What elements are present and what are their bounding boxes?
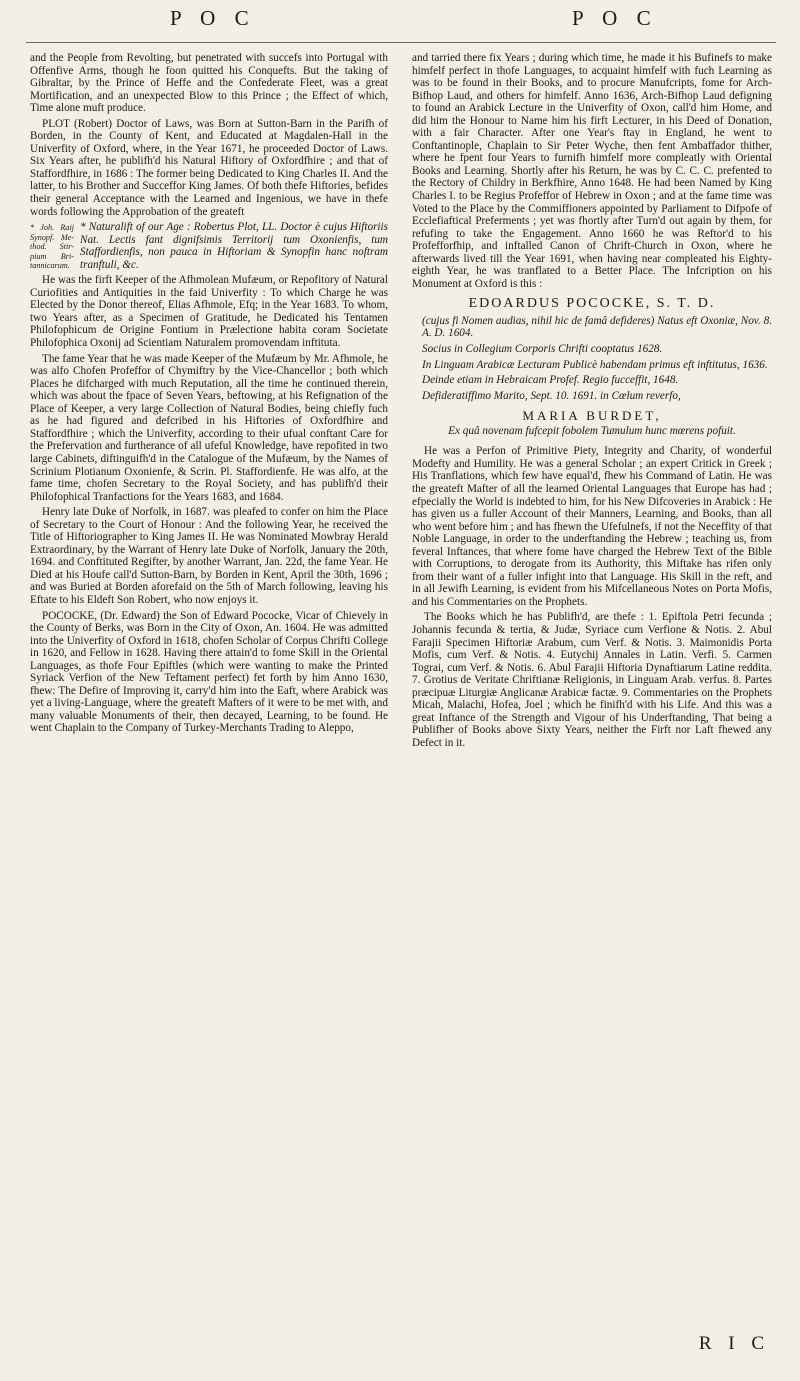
inscription-name: MARIA BURDET, xyxy=(522,408,662,424)
paragraph: He was the firft Keeper of the Afhmolean Mufæum, or Repofitory of Natural Curiofities and Antiquities in the faid Univerfity : To which Charge he was Elected by the Donor thereof, Elias Afhmole, Efq; in the Year 1683. To whom, two Years after, as a Specimen of Gratitude, he Dedicated his Tentamen Philofophicum de Origine Fontium in Prælectione habita coram Societate Philofophica Oxonij ad Scientiam Naturalem promovendam inftituta. xyxy=(30,274,388,350)
paragraph: He was a Perfon of Primitive Piety, Integrity and Charity, of wonderful Modefty and Humility. He was a general Scholar ; an expert Critick in Greek ; His Tranflations, which few have equal'd, fhew his Command of Latin. He was the greateft Mafter of all the learned Oriental Languages that Europe has had ; efpecially the World is indebted to him, for his New Difcoveries in Arabick : He has given us a fuller Account of their Manners, Learning, and Books, than all who went before him ; and has fhewn the Ufefulnefs, if not the Neceffity of that Noble Language, in order to the underftanding the Hebrew ; teaching us, from feveral Inftances, that where fome have charged the Hebrew Text of the Bible with Corruptions, to derogate from its Authority, this Miftake has rifen only from their want of a fuller infight into that Language. His Skill in the reft, and in all Jewifh Learning, is evident from his Mifcellaneous Notes on Porta Mofis, and his Commentaries on the Prophets. xyxy=(412,445,772,608)
paragraph: PLOT (Robert) Doctor of Laws, was Born at Sutton-Barn in the Parifh of Borden, in the County of Kent, and Educated at Magdalen-Hall in the Univerfity of Oxford, where, in the Year 1671, he proceeded Doctor of Laws. Six Years after, he publifh'd his Natural Hiftory of Oxfordfhire ; and that of Staffordfhire, in 1686 : The former being Dedicated to King Charles II. And the latter, to his Brother and Succeffor King James. Of both thefe Hiftories, befides their general Acceptance with the Learned and Ingenious, we have in thefe words following the Approbation of the greateft xyxy=(30,117,388,218)
paragraph: POCOCKE, (Dr. Edward) the Son of Edward Pococke, Vicar of Chievely in the County of Berks, was Born in the City of Oxon, An. 1604. He was admitted into the Univerfity of Oxford in 1618, chofen Scholar of Corpus Chrifti College in 1620, and Fellow in 1628. Having there attain'd to fome Skill in the Oriental Languages, as thofe Four Epiftles (which were wanting to make the Printed Syriack Verfion of the New Teftament perfect) fet forth by him Anno 1630, fhew: The Defire of Improving it, carry'd him into the Eaft, where Arabick was yet a living-Language, where the greateft Mafters of it were to be met with, and many valuable Monuments of their, then decayed, Learning, to be found. He went Chaplain to the Company of Turkey-Merchants Trading to Aleppo, xyxy=(30,609,388,735)
paragraph: Henry late Duke of Norfolk, in 1687. was pleafed to confer on him the Place of Secretary to the Court of Honour : And the following Year, he received the Title of Hiftoriographer to King James II. He was Nominated Mowbray Herald Extraordinary, by the Warrant of Henry late Duke of Norfolk, January the 20th, 1694. and Conftituted Regifter, by another Warrant, Jan. 22d, the fame Year. He Died at his Houfe call'd Sutton-Barn, by Borden in Kent, April the 30th, 1696 ; and was Buried at Borden aforefaid on the 5th of March following, leaving his Eftate to his Eldeft Son Robert, who now enjoys it. xyxy=(30,506,388,606)
inscription-line: In Linguam Arabicæ Lecturam Publicè habendam primus eft inftitutus, 1636. xyxy=(422,358,768,371)
running-head xyxy=(0,6,800,44)
margin-note: * Joh. Raij Synopf. Me-thod. Stir-pium Bri-tannicarum. xyxy=(30,223,74,271)
paragraph: and tarried there fix Years ; during which time, he made it his Bufinefs to make himfelf perfect in thofe Languages, to acquaint himfelf with fuch Learning as was to be found in their Books, and to procure Manufcripts, fome for Arch-Bifhop Laud, and others for himfelf. Anno 1636, Arch-Bifhop Laud defigning to found an Arabick Lecture in the Univerfity of Oxon, call'd him Home, and did him the Honour to Name him his firft Lecturer, in his Deed of Donation, with a fair Character. After one Year's ftay in England, he went to Conftantinople, Chaplain to Sir Peter Wyche, then fent Ambaffador thither, where he fpent four Years to furnifh himfelf more compleatly with Oriental Books and Learning. Shortly after his Return, he was by C. C. C. prefented to the Rectory of Childry in Berkfhire, Anno 1648. He had been Named by King Charles I. to be Regius Profeffor of Hebrew in Oxon ; and at the fame time was Voted to the Place by the Commiffioners appointed by Parliament to Difpofe of Ecclefiaftical Preferments ; yet was fhortly after Turn'd out again by them, for refufing to take the Engagement. Anno 1660 he was Reftor'd to his Profefforfhip, and inftalled Canon of Chrift-Church in Oxon, where he afterwards lived till the Year 1691, when having near compleated his Eighty-eighth Year, he was tranflated to a Better Place. The Infcription on his Monument at Oxford is this : xyxy=(412,52,772,290)
inscription-dedication: Ex quâ novenam fufcepit fobolem Tumulum hunc mœrens pofuit. xyxy=(448,424,736,437)
inscription-heading: EDOARDUS POCOCKE, S. T. D. xyxy=(468,296,716,312)
inscription-line: Socius in Collegium Corporis Chrifti cooptatus 1628. xyxy=(422,343,663,356)
running-head-right: P O C xyxy=(572,6,658,30)
inscription-line: Defideratiffimo Marito, Sept. 10. 1691. in Cœlum reverfo, xyxy=(422,389,681,402)
quotation: * Naturalift of our Age : Robertus Plot, LL. Doctor è cujus Hiftoriis Nat. Lectis fant dignifsimis Territorij tum Oxonienfis, tum Staffordienfis, non pauca in Hiftoriam & Synopfin hanc noftram tranftuli, &c. xyxy=(80,221,388,271)
running-head-left: P O C xyxy=(170,6,256,30)
inscription-line: Deinde etiam in Hebraicam Profef. Regio fucceffit, 1648. xyxy=(422,374,679,387)
paragraph: The fame Year that he was made Keeper of the Mufæum by Mr. Afhmole, he was alfo Chofen Profeffor of Chymiftry by the Vice-Chancellor ; both which Places he difcharged with much Reputation, all the time he continued therein, which was about the fpace of Seven Years, beftowing, at his Refignation of the Place of Keeper, a very large Collection of Natural Bodies, being chiefly fuch as he had figured and defcribed in his Hiftories of Oxfordfhire and Staffordfhire ; which the Univerfity, according to their ufual conftant Care for the Prefervation and furtherance of all ufeful Knowledge, have repofited in two large Cabinets, diftinguifh'd in the Catalogue of the Mufæum, by the Names of Scrinium Plotianum Oxonienfe, & Scrin. Pl. Staffordienfe. He was alfo, at the fame time, chofen Secretary to the Royal Society, and has publifh'd their Philofophical Tranfactions for the Years 1683, and 1684. xyxy=(30,352,388,503)
right-column xyxy=(412,52,772,752)
inscription-line: (cujus fi Nomen audias, nihil hic de famâ defideres) Natus eft Oxoniæ, Nov. 8. A. D. 1604. xyxy=(422,314,772,340)
paragraph: and the People from Revolting, but penetrated with succefs into Portugal with Offenfive Arms, though he foon quitted his Conquefts. But the taking of Gibraltar, by the Prince of Heffe and the Confederate Fleet, was a great Mortification, and an unexpected Blow to this Prince ; the Effect of which, Time alone muft produce. xyxy=(30,52,388,115)
header-rule xyxy=(26,42,776,43)
paragraph: The Books which he has Publifh'd, are thefe : 1. Epiftola Petri fecunda ; Johannis fecunda & tertia, & Judæ, Syriace cum Verfione & Notis. 2. Abul Farajii Specimen Hiftoriæ Arabum, cum Verf. & Notis. 3. Maimonidis Porta Mofis, cum Verf. & Notis. 4. Eutychij Annales in Latin. Verfi. 5. Carmen Tograi, cum Verf. & Notis. 6. Abul Farajii Hiftoria Dynaftiarum Latine reddita. 7. Grotius de Veritate Chriftianæ Religionis, in Linguam Arab. verfus. 8. Partes præcipuæ Liturgiæ Anglicanæ Arabicæ factæ. 9. Commentaries on the Prophets Micah, Malachi, Hofea, Joel ; which he finifh'd with his Life. And this was a great Inftance of the Strength and Vigour of his Underftanding, That being a Publifher of Books above Sixty Years, neither the Firft nor Laft fhewed any Defect in it. xyxy=(412,611,772,749)
catchword: R I C xyxy=(698,1333,770,1354)
footnote-block xyxy=(30,221,388,271)
left-column xyxy=(30,52,388,738)
